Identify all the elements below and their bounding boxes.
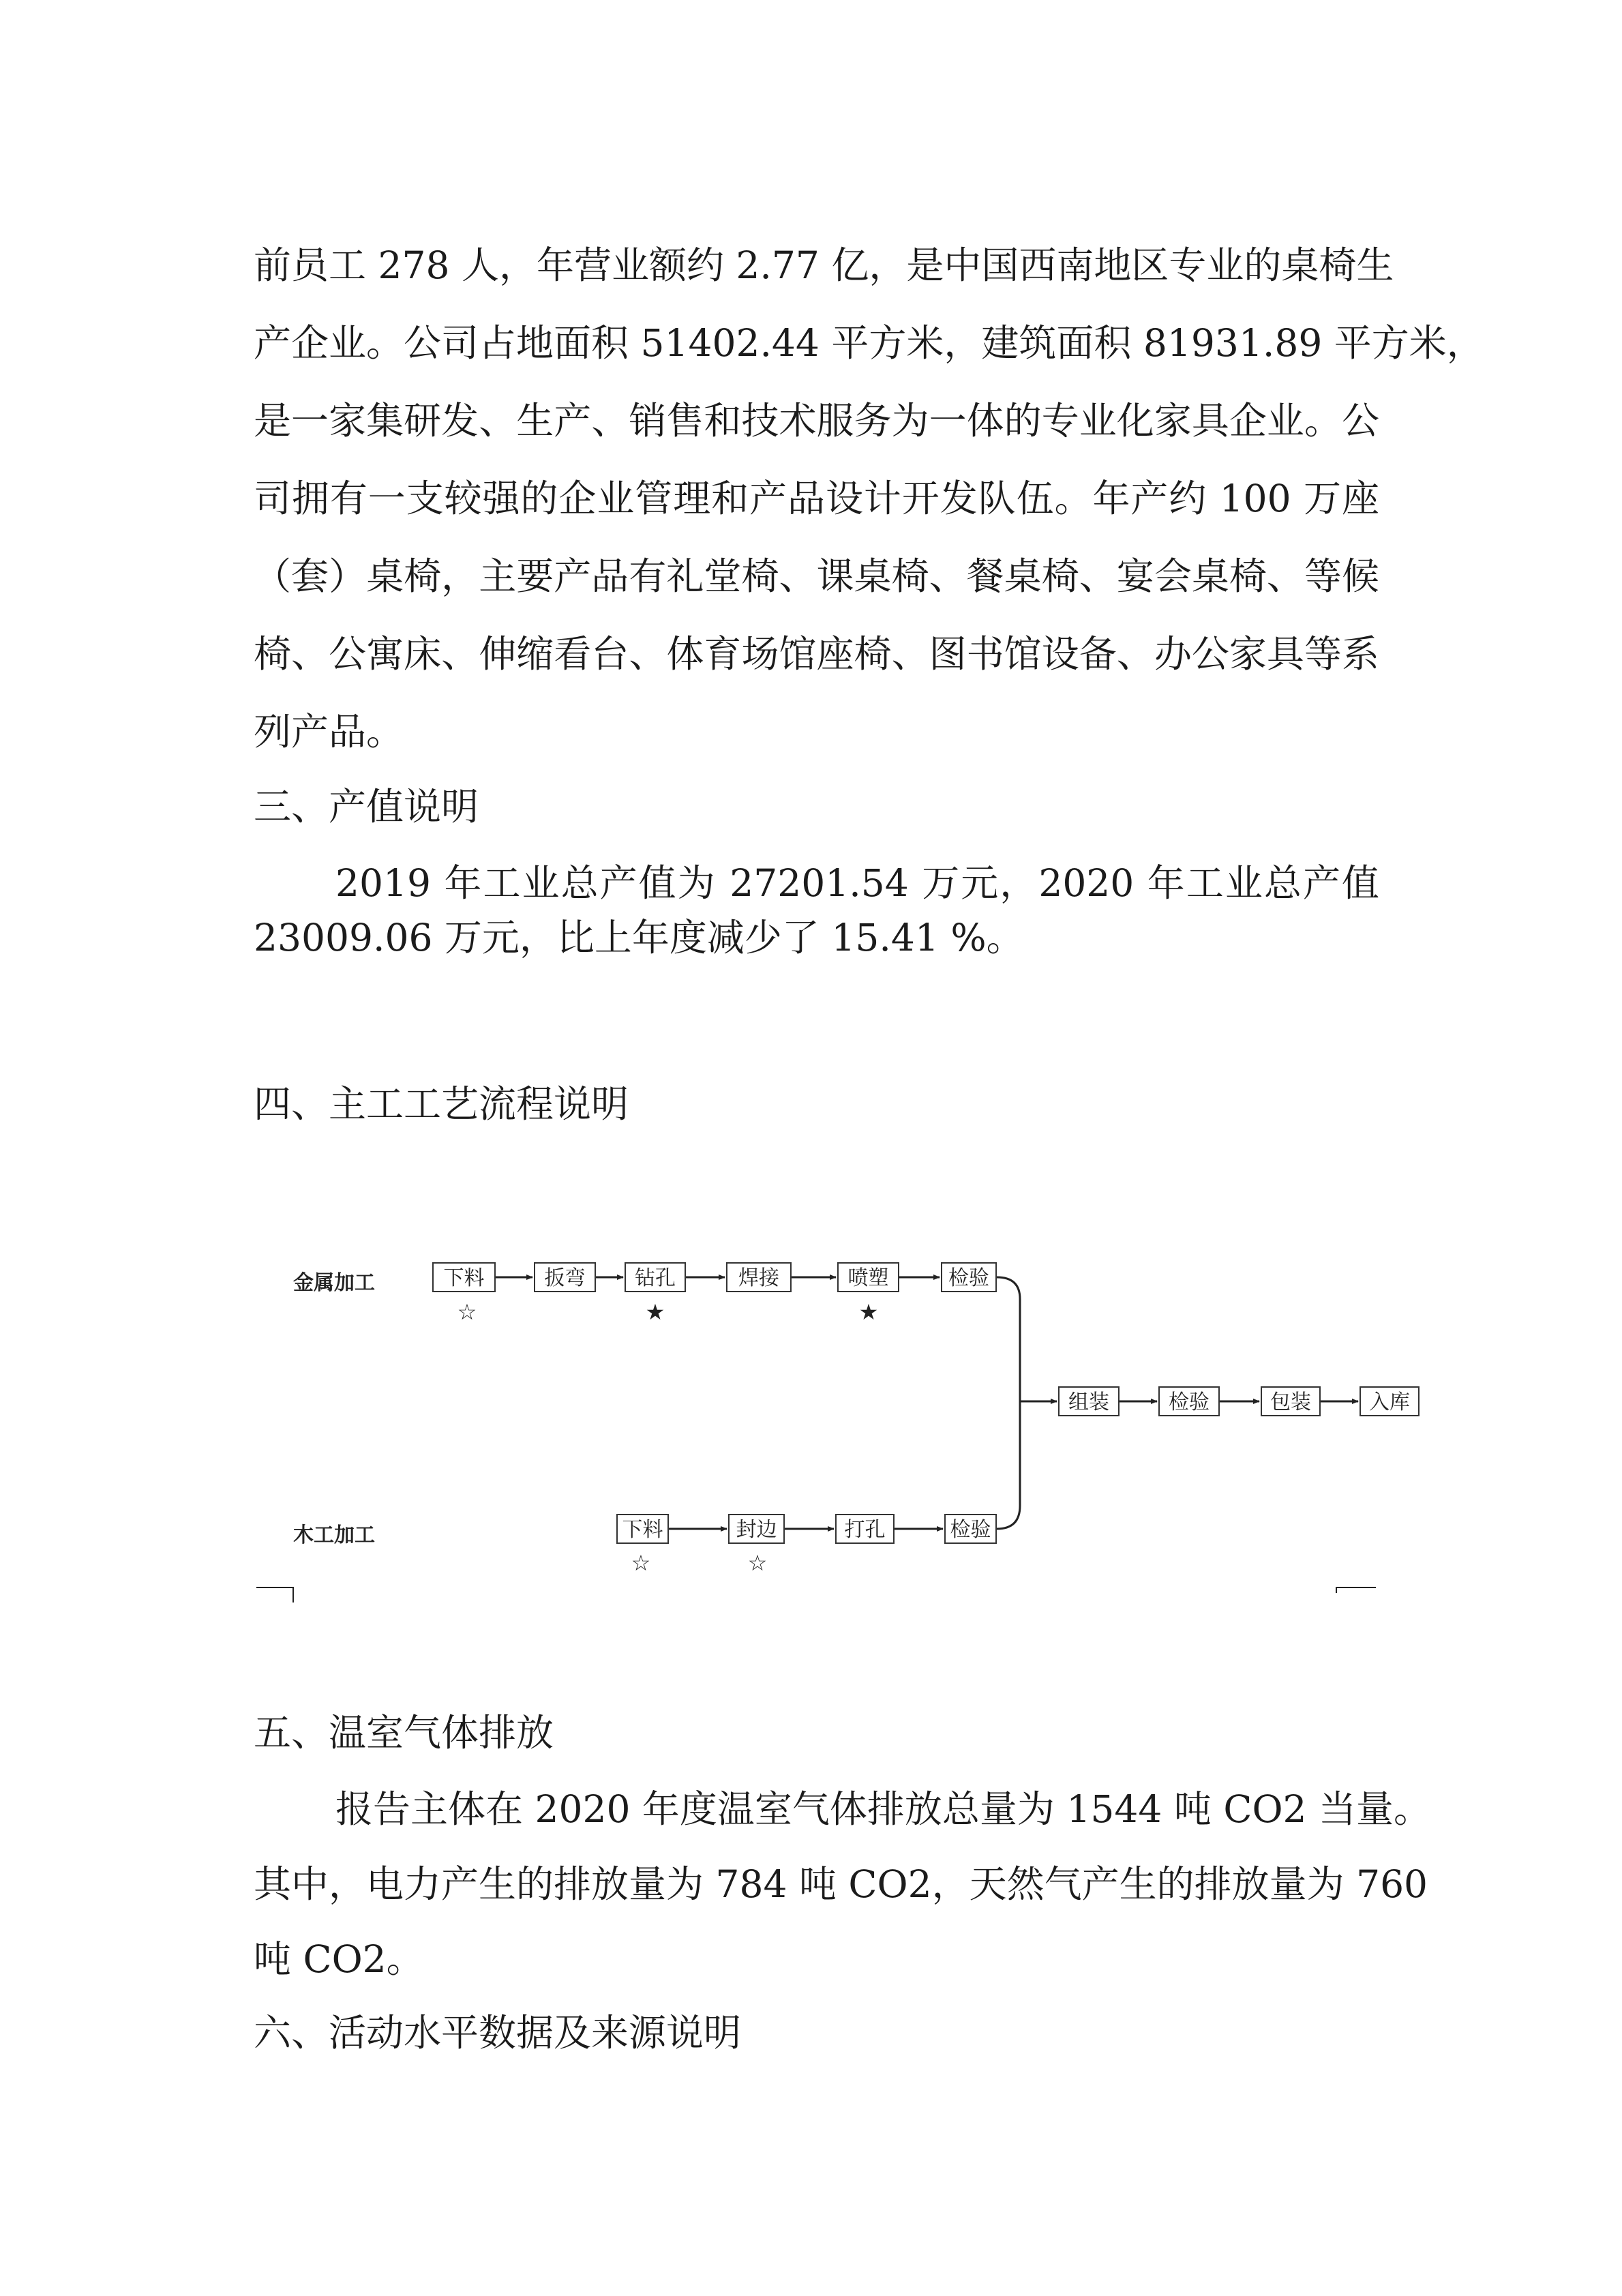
intro-line-3: 是一家集研发、生产、销售和技术服务为一体的专业化家具企业。公 (254, 399, 1379, 443)
wood-step-edge-banding: 封边 (728, 1514, 785, 1544)
intro-line-4: 司拥有一支较强的企业管理和产品设计开发队伍。年产约 100 万座 (254, 477, 1379, 520)
section3-line-2: 23009.06 万元，比上年度减少了 15.41 %。 (254, 916, 1024, 959)
metal-step-powder-coating: 喷塑 (837, 1262, 899, 1292)
metal-step-cutting: 下料 (432, 1262, 496, 1292)
metal-step-inspection: 检验 (941, 1262, 997, 1292)
section5-line-3: 吨 CO2。 (254, 1937, 424, 1981)
hollow-star-marker: ☆ (631, 1550, 651, 1576)
intro-line-5: （套）桌椅，主要产品有礼堂椅、课桌椅、餐桌椅、宴会桌椅、等候 (254, 554, 1379, 598)
final-step-packaging: 包装 (1261, 1386, 1321, 1416)
wood-step-cutting: 下料 (616, 1514, 669, 1544)
section6-heading: 六、活动水平数据及来源说明 (254, 2011, 742, 2055)
section3-line-1: 2019 年工业总产值为 27201.54 万元，2020 年工业总产值 (335, 861, 1379, 905)
solid-star-marker: ★ (645, 1299, 665, 1325)
section5-line-1: 报告主体在 2020 年度温室气体排放总量为 1544 吨 CO2 当量。 (335, 1787, 1432, 1831)
intro-line-1: 前员工 278 人，年营业额约 2.77 亿，是中国西南地区专业的桌椅生 (254, 243, 1394, 287)
solid-star-marker: ★ (858, 1299, 879, 1325)
wood-step-drilling: 打孔 (835, 1514, 895, 1544)
metal-step-drilling: 钻孔 (625, 1262, 686, 1292)
intro-line-7: 列产品。 (254, 710, 404, 754)
wood-processing-label: 木工加工 (293, 1523, 375, 1547)
intro-line-2: 产企业。公司占地面积 51402.44 平方米，建筑面积 81931.89 平方米， (254, 321, 1484, 365)
intro-line-6: 椅、公寓床、伸缩看台、体育场馆座椅、图书馆设备、办公家具等系 (254, 632, 1379, 676)
section5-heading: 五、温室气体排放 (254, 1711, 554, 1755)
section3-heading: 三、产值说明 (254, 785, 479, 829)
metal-processing-label: 金属加工 (293, 1271, 375, 1295)
final-step-assembly: 组装 (1058, 1386, 1120, 1416)
metal-step-welding: 焊接 (726, 1262, 792, 1292)
metal-step-bending: 扳弯 (534, 1262, 596, 1292)
wood-step-inspection: 检验 (944, 1514, 997, 1544)
final-step-warehousing: 入库 (1360, 1386, 1420, 1416)
section5-line-2: 其中，电力产生的排放量为 784 吨 CO2，天然气产生的排放量为 760 (254, 1862, 1428, 1906)
hollow-star-marker: ☆ (457, 1299, 477, 1325)
hollow-star-marker: ☆ (747, 1550, 768, 1576)
section4-heading: 四、主工工艺流程说明 (254, 1082, 629, 1126)
final-step-inspection: 检验 (1158, 1386, 1220, 1416)
